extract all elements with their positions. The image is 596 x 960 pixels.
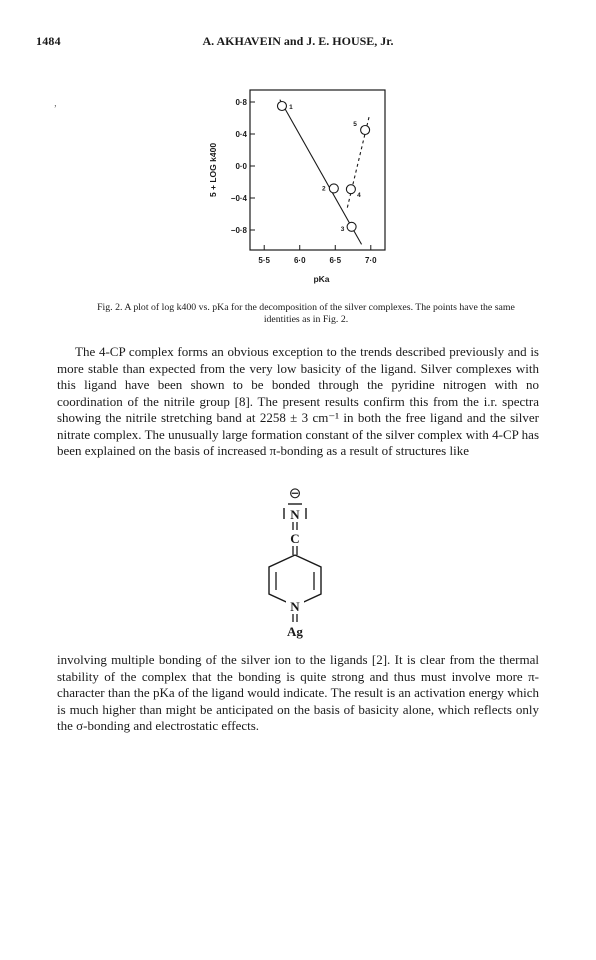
y-tick-label: 0·8 bbox=[235, 98, 247, 107]
y-tick-label: 0·4 bbox=[235, 130, 247, 139]
paragraph-1: The 4-CP complex forms an obvious exception to the trends described previously and is more stable than expected from the very low basicity of the ligand. Silver complexes with this ligand have been shown to be bonded through the pyridine nitrogen with no coordination of the nitrile group [8]. The present results confirm this from the i.r. spectra showing the nitrile stretching band at 2258 ± 3 cm⁻¹ in both the free ligand and the silver nitrate complex. The unusually large formation constant of the silver complex with 4-CP has been explained on the basis of increased π-bonding as a result of structures like bbox=[57, 344, 539, 458]
y-tick-label: 0·0 bbox=[235, 162, 247, 171]
point-label-3: 3 bbox=[340, 225, 345, 233]
x-tick-label: 7·0 bbox=[365, 256, 377, 265]
paragraph-2: involving multiple bonding of the silver ion to the ligands [2]. It is clear from the thermal stability of the complex that the bonding is quite strong and thus must involve more π-character than the pKa of the ligand would indicate. The result is an activation energy which is much higher than might be anticipated on the basis of basicity alone, which reflects only the σ-bonding and electrostatic effects. bbox=[57, 652, 539, 733]
y-tick-label: −0·4 bbox=[230, 194, 247, 203]
data-point-2 bbox=[329, 184, 338, 193]
page-number: 1484 bbox=[36, 34, 61, 48]
figure-caption: Fig. 2. A plot of log k400 vs. pKa for the decomposition of the silver complexes. The points have the same identities as in Fig. 2. bbox=[97, 302, 515, 325]
data-point-3 bbox=[347, 222, 356, 231]
x-axis-label: pKa bbox=[313, 274, 330, 284]
x-tick-label: 6·5 bbox=[329, 256, 342, 265]
stray-mark: ’ bbox=[53, 104, 57, 115]
data-point-1 bbox=[277, 102, 286, 111]
nitrile-n-label: N bbox=[290, 507, 300, 522]
data-point-4 bbox=[346, 185, 355, 194]
charge-symbol: ⊖ bbox=[288, 486, 302, 502]
point-label-2: 2 bbox=[322, 185, 326, 193]
silver-label: Ag bbox=[287, 624, 303, 639]
pyridine-n-label: N bbox=[290, 599, 300, 614]
figure-chart bbox=[190, 78, 420, 290]
y-tick-label: −0·8 bbox=[230, 226, 247, 235]
point-label-4: 4 bbox=[357, 192, 361, 200]
pyridine-structure bbox=[250, 482, 340, 642]
point-label-1: 1 bbox=[289, 104, 293, 111]
x-tick-label: 6·0 bbox=[293, 256, 306, 265]
y-axis-label: 5 + LOG k400 bbox=[208, 142, 218, 198]
running-head: A. AKHAVEIN and J. E. HOUSE, Jr. bbox=[202, 34, 394, 48]
point-label-5: 5 bbox=[353, 121, 357, 128]
carbon-label: C bbox=[290, 531, 300, 546]
x-tick-label: 5·5 bbox=[258, 256, 270, 265]
plot-frame bbox=[250, 90, 385, 250]
data-point-5 bbox=[361, 126, 370, 135]
